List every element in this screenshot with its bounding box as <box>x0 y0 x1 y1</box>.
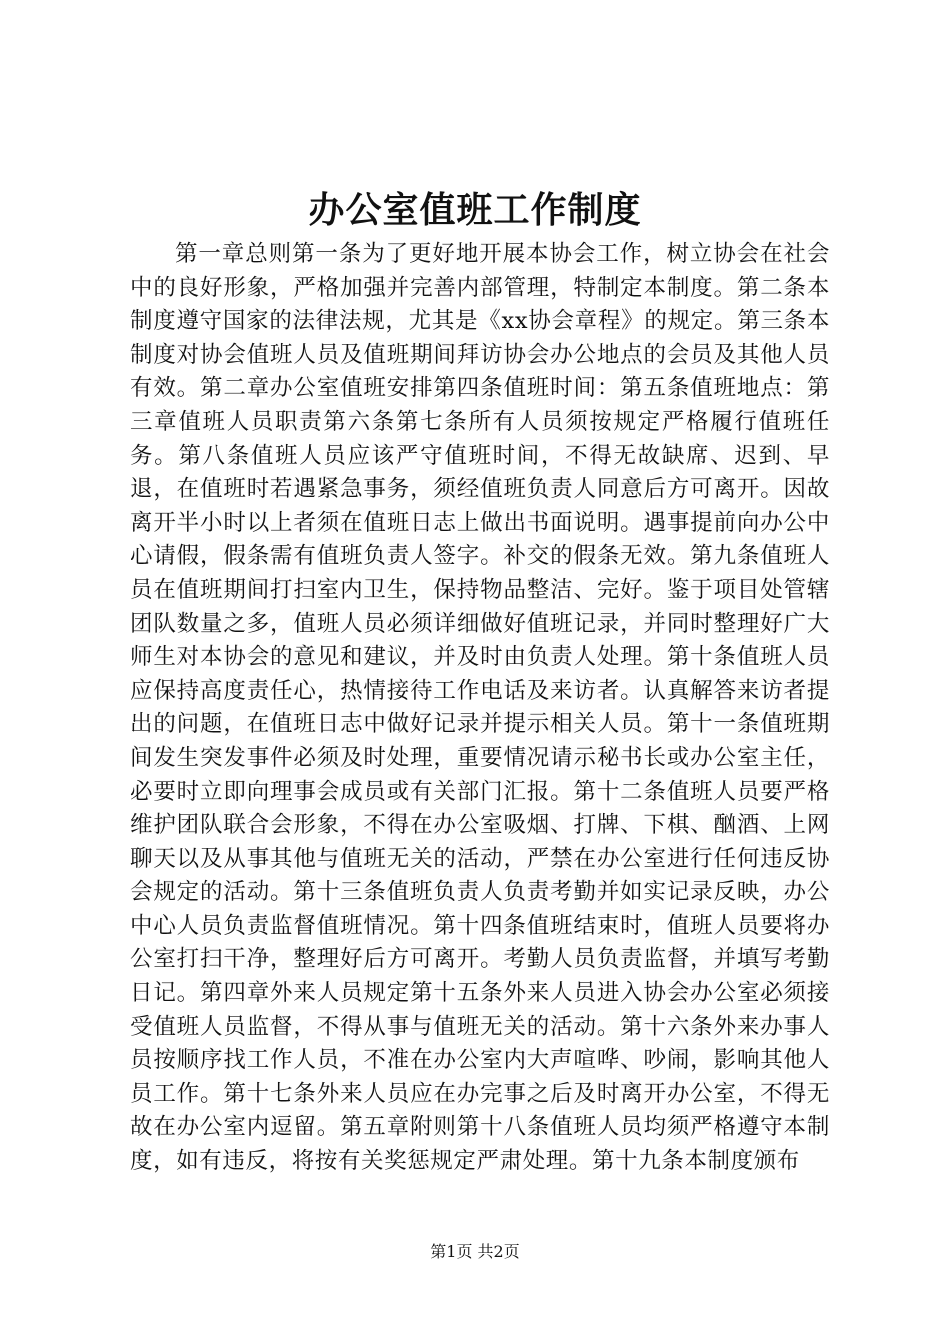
page-number-footer: 第1页 共2页 <box>430 1242 520 1261</box>
document-title: 办公室值班工作制度 <box>308 189 642 231</box>
document-body-text: 第一章总则第一条为了更好地开展本协会工作，树立协会在社会中的良好形象，严格加强并完善内部管理，特制定本制度。第二条本制度遵守国家的法律法规，尤其是《xx协会章程》的规定。第三条本制度对协会值班人员及值班期间拜访协会办公地点的会员及其他人员有效。第二章办公室值班安排第四条值班时间：第五条值班地点：第三章值班人员职责第六条第七条所有人员须按规定严格履行值班任务。第八条值班人员应该严守值班时间，不得无故缺席、迟到、早退，在值班时若遇紧急事务，须经值班负责人同意后方可离开。因故离开半小时以上者须在值班日志上做出书面说明。遇事提前向办公中心请假，假条需有值班负责人签字。补交的假条无效。第九条值班人员在值班期间打扫室内卫生，保持物品整洁、完好。鉴于项目处管辖团队数量之多，值班人员必须详细做好值班记录，并同时整理好广大师生对本协会的意见和建议，并及时由负责人处理。第十条值班人员应保持高度责任心，热情接待工作电话及来访者。认真解答来访者提出的问题，在值班日志中做好记录并提示相关人员。第十一条值班期间发生突发事件必须及时处理，重要情况请示秘书长或办公室主任，必要时立即向理事会成员或有关部门汇报。第十二条值班人员要严格维护团队联合会形象，不得在办公室吸烟、打牌、下棋、酗酒、上网聊天以及从事其他与值班无关的活动，严禁在办公室进行任何违反协会规定的活动。第十三条值班负责人负责考勤并如实记录反映，办公中心人员负责监督值班情况。第十四条值班结束时，值班人员要将办公室打扫干净，整理好后方可离开。考勤人员负责监督，并填写考勤日记。第四章外来人员规定第十五条外来人员进入协会办公室必须接受值班人员监督，不得从事与值班无关的活动。第十六条外来办事人员按顺序找工作人员，不准在办公室内大声喧哗、吵闹，影响其他人员工作。第十七条外来人员应在办完事之后及时离开办公室，不得无故在办公室内逗留。第五章附则第十八条值班人员均须严格遵守本制度，如有违反，将按有关奖惩规定严肃处理。第十九条本制度颁布 <box>130 241 830 1175</box>
